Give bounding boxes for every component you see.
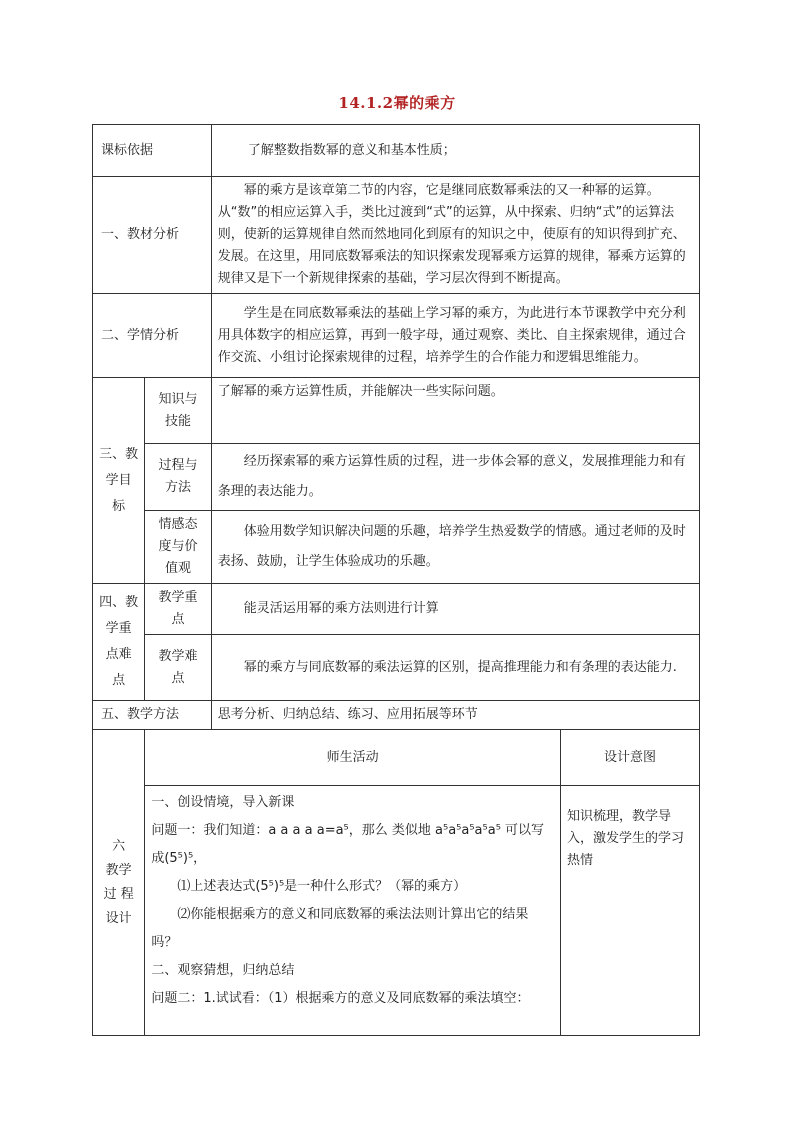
students-label: 二、学情分析 — [93, 294, 212, 378]
table-row — [93, 177, 700, 294]
material-label: 一、教材分析 — [93, 177, 212, 294]
difficulty-content: 幂的乘方与同底数幂的乘法运算的区别，提高推理能力和有条理的表达能力. — [211, 635, 699, 701]
process-content: 经历探索幂的乘方运算性质的过程，进一步体会幂的意义，发展推理能力和有条理的表达能力。 — [211, 444, 699, 511]
table-row — [93, 635, 700, 701]
standards-label: 课标依据 — [93, 125, 212, 177]
table-row — [93, 786, 700, 1036]
table-row — [93, 511, 700, 584]
process-design-label: 六 教学 过 程 设计 — [93, 730, 145, 1036]
difficulty-label: 教学难 点 — [145, 635, 211, 701]
table-row — [93, 701, 700, 730]
table-row — [93, 378, 700, 444]
activity-line: 问题一：我们知道：a a a a a=a⁵，那么 类似地 a⁵a⁵a⁵a⁵a⁵ 可以写成(5⁵)⁵， — [151, 823, 545, 866]
focus-label: 教学重 点 — [145, 584, 211, 635]
table-row — [93, 584, 700, 635]
keypoints-label: 四、教 学重 点难 点 — [93, 584, 145, 701]
table-row — [93, 294, 700, 378]
methods-label: 五、教学方法 — [93, 701, 212, 730]
page-title: 14.1.2幂的乘方 — [338, 94, 456, 112]
activity-line: ⑵你能根据乘方的意义和同底数幂的乘法法则计算出它的结果吗？ — [151, 907, 529, 950]
table-row — [93, 730, 700, 786]
focus-content: 能灵活运用幂的乘方法则进行计算 — [211, 584, 699, 635]
activity-line: 二、观察猜想，归纳总结 — [151, 963, 295, 978]
table-row — [93, 125, 700, 177]
students-content: 学生是在同底数幂乘法的基础上学习幂的乘方，为此进行本节课教学中充分利用具体数字的相应运算，再到一般字母，通过观察、类比、自主探索规律，通过合作交流、小组讨论探索规律的过程，培养学生的合作能力和逻辑思维能力。 — [211, 294, 699, 378]
lesson-plan-table — [92, 124, 700, 1036]
activity-line: 一、创设情境，导入新课 — [151, 795, 295, 810]
activity-content — [145, 786, 561, 1036]
knowledge-content: 了解幂的乘方运算性质，并能解决一些实际问题。 — [211, 378, 699, 444]
goals-label: 三、教 学目 标 — [93, 378, 145, 584]
process-label: 过程与 方法 — [145, 444, 211, 511]
intent-content: 知识梳理，教学导入，激发学生的学习热情 — [561, 786, 700, 1036]
methods-content: 思考分析、归纳总结、练习、应用拓展等环节 — [211, 701, 699, 730]
table-row — [93, 444, 700, 511]
activity-line: ⑴上述表达式(5⁵)⁵是一种什么形式？（幂的乘方） — [177, 879, 467, 894]
knowledge-label: 知识与 技能 — [145, 378, 211, 444]
standards-content: 了解整数指数幂的意义和基本性质； — [211, 125, 699, 177]
material-content: 幂的乘方是该章第二节的内容，它是继同底数幂乘法的又一种幂的运算。从“数”的相应运算入手，类比过渡到“式”的运算，从中探索、归纳“式”的运算法则，使新的运算规律自然而然地同化到原有的知识之中，使原有的知识得到扩充、发展。在这里，用同底数幂乘法的知识探索发现幂乘方运算的规律，幂乘方运算的规律又是下一个新规律探索的基础，学习层次得到不断提高。 — [211, 177, 699, 294]
emotion-label: 情感态 度与价 值观 — [145, 511, 211, 584]
activity-header: 师生活动 — [145, 730, 561, 786]
activity-line: 问题二：1.试试看：（1）根据乘方的意义及同底数幂的乘法填空： — [151, 991, 530, 1006]
emotion-content: 体验用数学知识解决问题的乐趣，培养学生热爱数学的情感。通过老师的及时表扬、鼓励，让学生体验成功的乐趣。 — [211, 511, 699, 584]
intent-header: 设计意图 — [561, 730, 700, 786]
